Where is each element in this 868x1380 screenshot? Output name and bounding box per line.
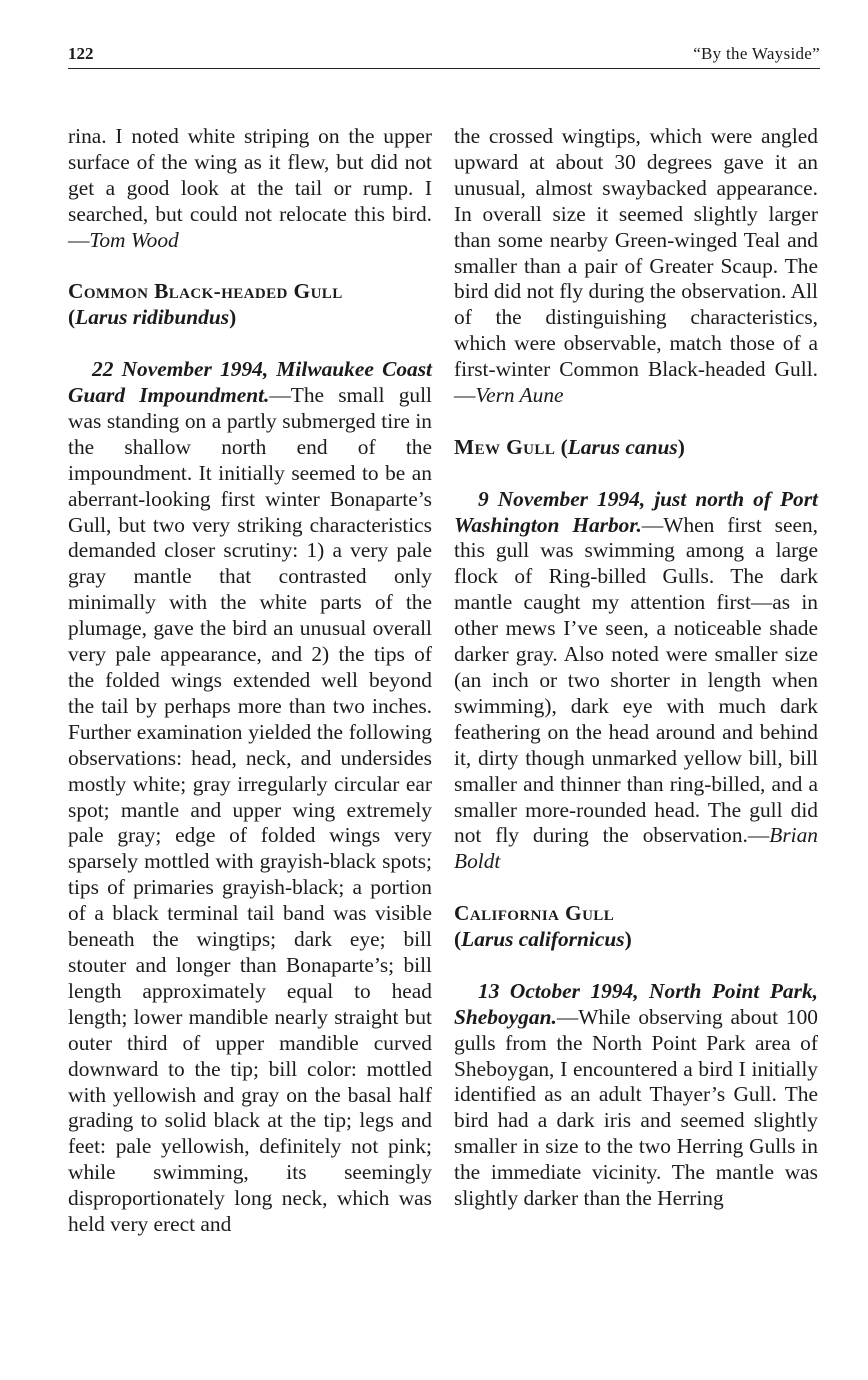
right-column (454, 124, 818, 1212)
species-heading-california-gull (454, 901, 818, 953)
continuation-text: rina. I noted white striping on the upper surface of the wing as it flew, but did not get a good look at the tail or rump. I searched, but could not relocate this bird.— (68, 124, 432, 252)
observer-name: Vern Aune (475, 383, 564, 408)
species-scientific-name: (Larus californicus) (454, 927, 632, 952)
species-account (454, 487, 818, 876)
species-heading-black-headed-gull (68, 279, 432, 331)
species-name-line: Mew Gull (Larus canus) (454, 434, 685, 459)
date-location: 22 November 1994, Milwaukee Coast Guard Impoundment. (68, 357, 432, 408)
species-common-name: Mew Gull (454, 434, 556, 459)
account-text: —The small gull was standing on a partly submerged tire in the shallow north end of the impoundment. It initially seemed to be an aberrant-looking first winter Bonaparte’s Gull, but two very striking characteristics demanded closer scrutiny: 1) a very pale gray mantle that contrasted only minimally with the white parts of the plumage, gave the bird an unusual overall very pale appearance, and 2) the tips of the folded wings extended well beyond the tail by perhaps more than two inches. Further examination yielded the following observations: head, neck, and undersides mostly white; gray irregularly circular ear spot; mantle and upper wing extremely pale gray; edge of folded wings very sparsely mottled with grayish-black spots; tips of primaries grayish-black; a portion of a black terminal tail band was visible beneath the wingtips; dark eye; bill stouter and longer than Bonaparte’s; bill length approximately equal to head length; lower mandible nearly straight but outer third of upper mandible curved downward to the tip; bill color: mottled with yellowish and gray on the basal half grading to solid black at the tip; legs and feet: pale yellowish, definitely not pink; while swimming, its seemingly disproportionately long neck, which was held very erect and (68, 383, 432, 1237)
species-scientific-name: Larus canus (567, 434, 678, 459)
species-common-name: California Gull (454, 901, 615, 926)
left-column (68, 124, 432, 1238)
date-location: 9 November 1994, just north of Port Washington Harbor. (454, 486, 818, 537)
page-header (68, 40, 820, 69)
observer-name: Tom Wood (89, 227, 179, 252)
continuation-paragraph (68, 124, 432, 254)
species-account (454, 979, 818, 1212)
species-account (68, 357, 432, 1238)
continuation-paragraph (454, 124, 818, 409)
species-scientific-name: (Larus ridibundus) (68, 305, 237, 330)
continuation-text: the crossed wingtips, which were angled upward at about 30 degrees gave it an unusual, almost swaybacked appearance. In overall size it seemed slightly larger than some nearby Green-winged Teal and smaller than a pair of Greater Scaup. The bird did not fly during the observation. All of the distinguishing characteristics, which were observable, match those of a first-winter Common Black-headed Gull.— (454, 124, 818, 408)
date-location: 13 October 1994, North Point Park, Sheboygan. (454, 978, 818, 1029)
observer-name: Brian Boldt (454, 823, 818, 874)
species-common-name: Common Black-headed Gull (68, 279, 343, 304)
account-text: —While observing about 100 gulls from the North Point Park area of Sheboygan, I encountered a bird I initially identified as an adult Thayer’s Gull. The bird had a dark iris and seemed slightly smaller in size to the two Herring Gulls in the immediate vicinity. The mantle was slightly darker than the Herring (454, 1004, 818, 1211)
running-head: “By the Wayside” (693, 44, 820, 63)
account-text: —When first seen, this gull was swimming among a large flock of Ring-billed Gulls. The dark mantle caught my attention first—as in other mews I’ve seen, a noticeable shade darker gray. Also noted were smaller size (an inch or two shorter in length when swimming), dark eye with much dark feathering on the head around and behind it, dirty though unmarked yellow bill, bill smaller and thinner than ring-billed, and a smaller more-rounded head. The gull did not fly during the observation.— (454, 512, 818, 848)
page-number: 122 (68, 44, 94, 63)
species-heading-mew-gull (454, 435, 818, 461)
